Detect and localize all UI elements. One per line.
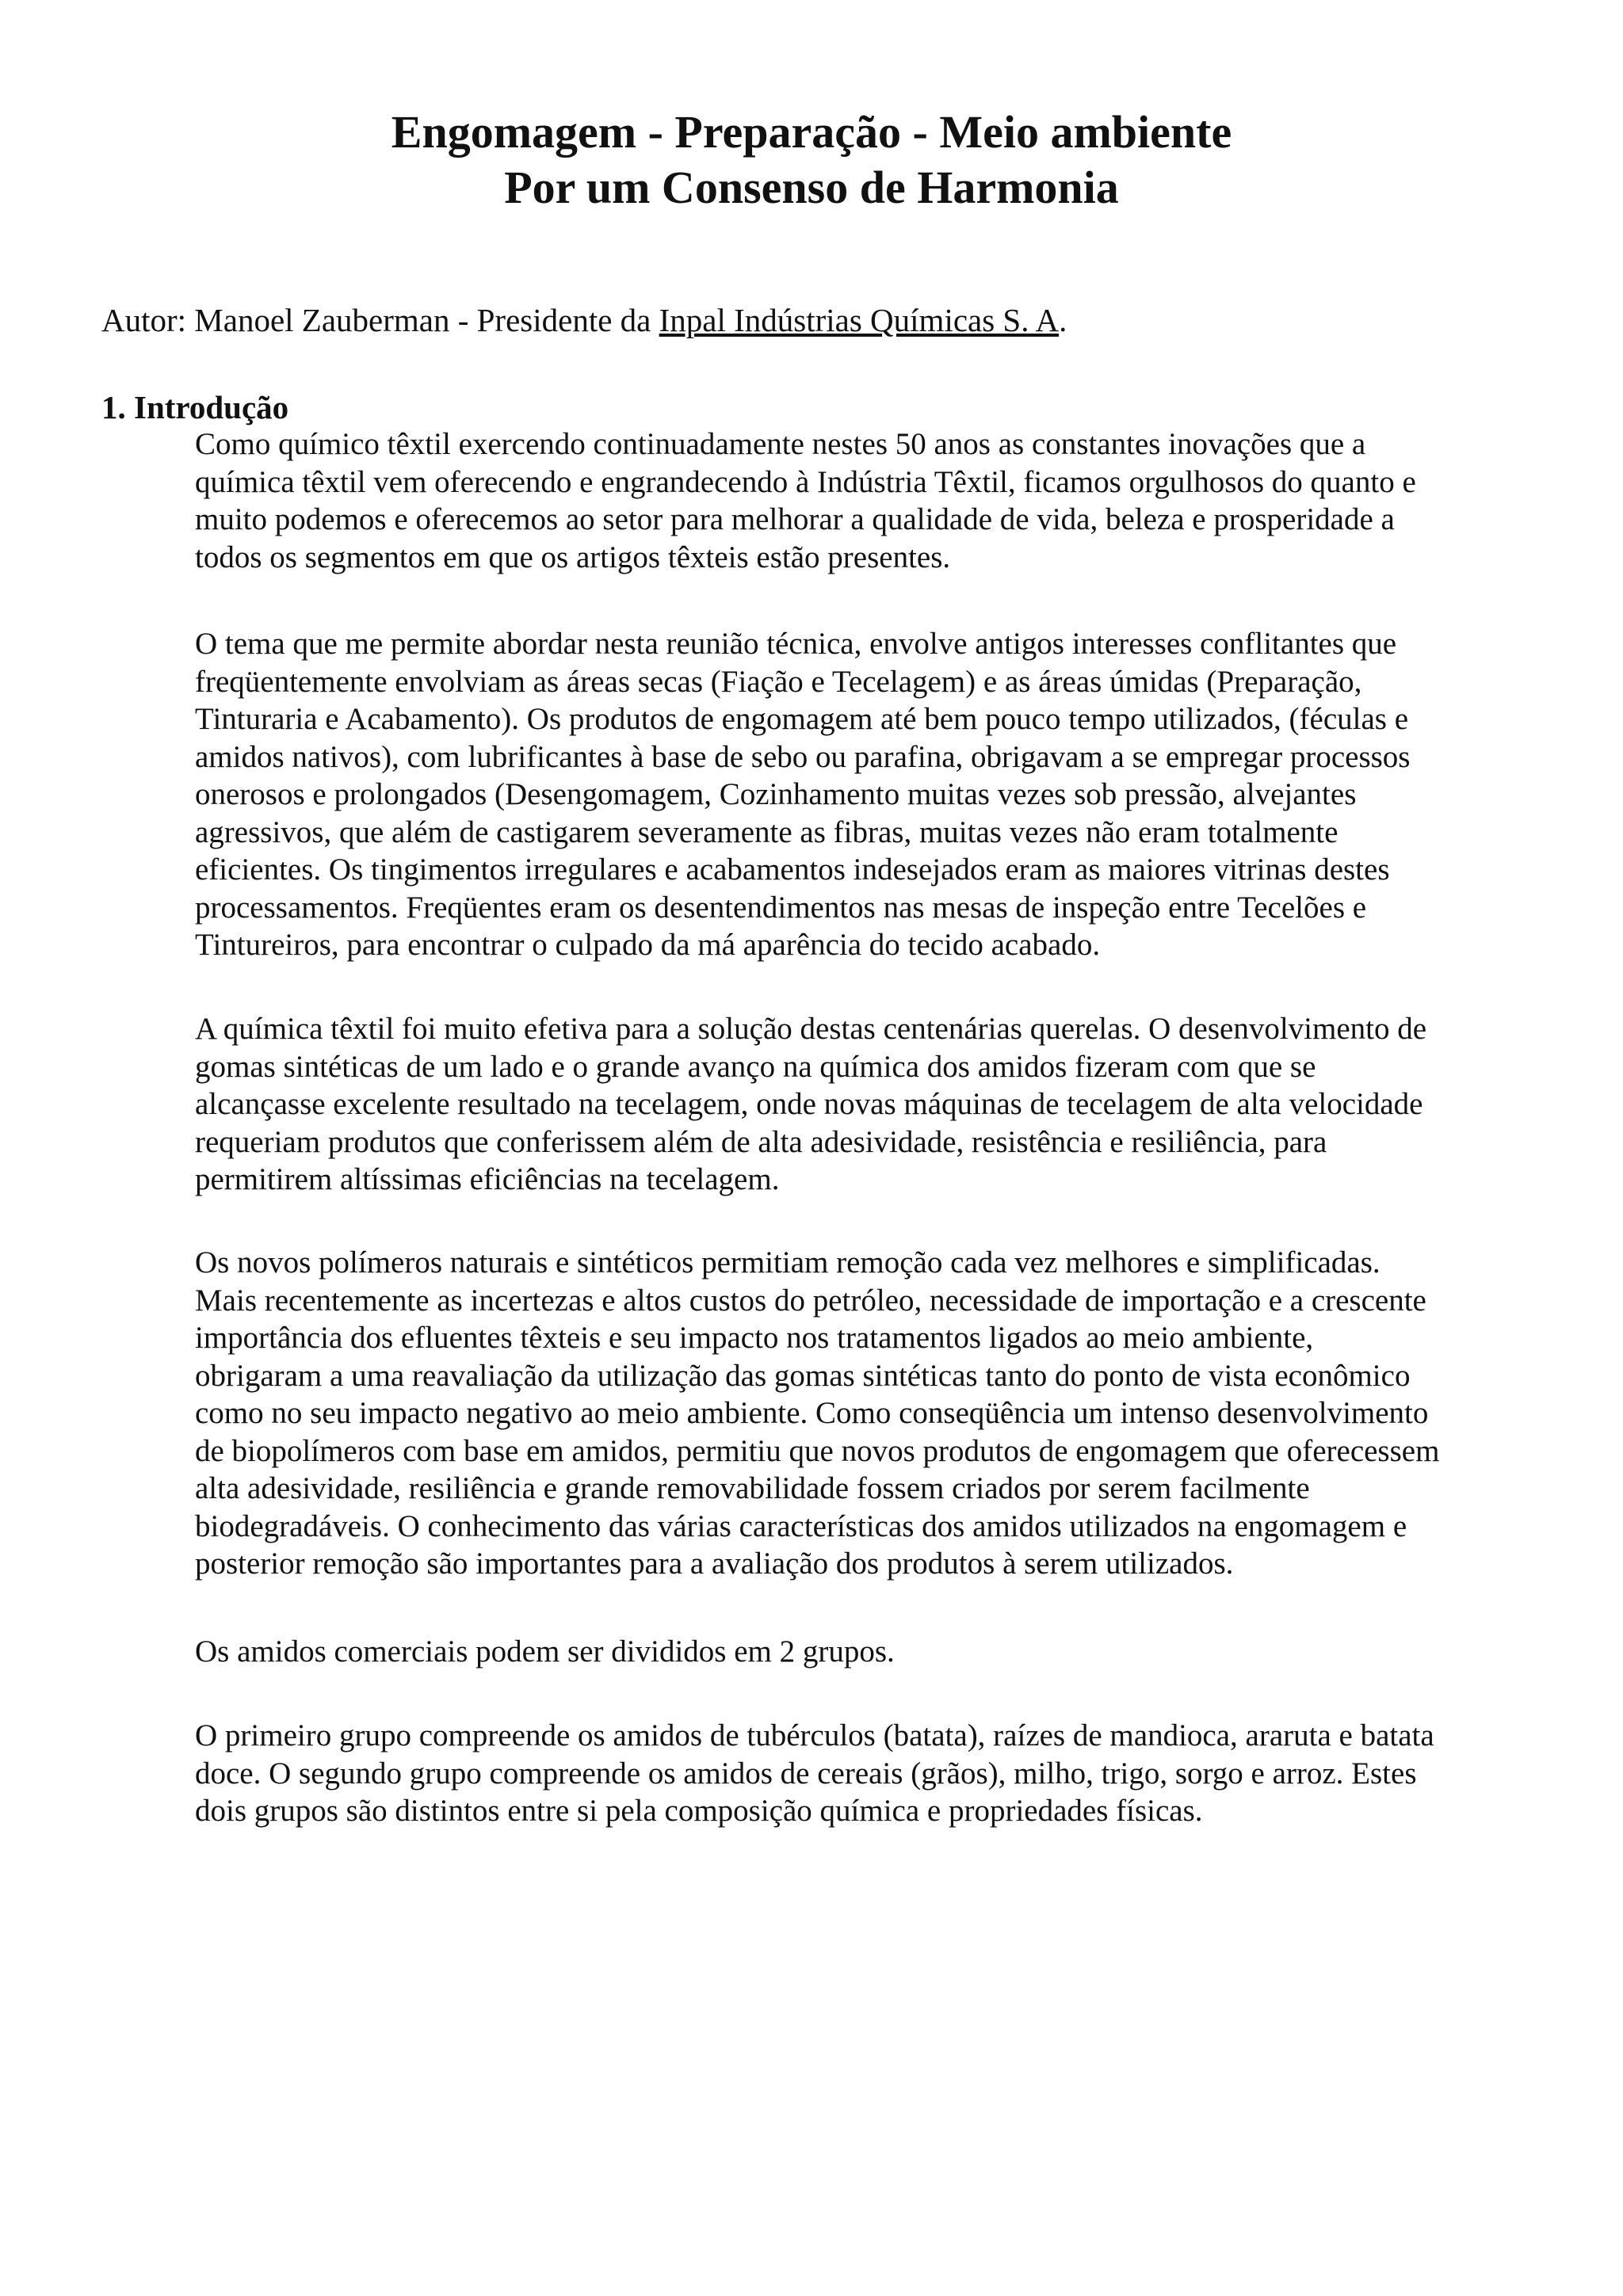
paragraph-line: Tintureiros, para encontrar o culpado da má aparência do tecido acabado.: [195, 928, 1101, 962]
paragraph-line: todos os segmentos em que os artigos têxteis estão presentes.: [195, 540, 951, 574]
paragraph-line: biodegradáveis. O conhecimento das várias características dos amidos utilizados na engomagem e: [195, 1508, 1407, 1543]
paragraph-5: [195, 1633, 1542, 1671]
paragraph-line: posterior remoção são importantes para a avaliação dos produtos à serem utilizados.: [195, 1547, 1234, 1581]
paragraph-line: dois grupos são distintos entre si pela composição química e propriedades físicas.: [195, 1794, 1203, 1828]
document-subtitle: Por um Consenso de Harmonia: [504, 162, 1119, 213]
paragraph-line: muito podemos e oferecemos ao setor para melhorar a qualidade de vida, beleza e prosperidade a: [195, 502, 1395, 536]
paragraph-3: [195, 1010, 1542, 1199]
paragraph-line: processamentos. Freqüentes eram os desentendimentos nas mesas de inspeção entre Tecelões e: [195, 890, 1367, 925]
paragraph-line: alcançasse excelente resultado na tecelagem, onde novas máquinas de tecelagem de alta velocidade: [195, 1087, 1423, 1121]
paragraph-line: Tinturaria e Acabamento). Os produtos de engomagem até bem pouco tempo utilizados, (féculas e: [195, 702, 1409, 736]
paragraph-line: alta adesividade, resiliência e grande removabilidade fossem criados por serem facilmente: [195, 1471, 1310, 1505]
paragraph-line: Mais recentemente as incertezas e altos custos do petróleo, necessidade de importação e a crescente: [195, 1283, 1426, 1318]
company-link[interactable]: Inpal Indústrias Químicas S. A: [659, 302, 1060, 338]
paragraph-4: [195, 1244, 1542, 1583]
document-title-line-1: Engomagem - Preparação - Meio ambiente: [391, 106, 1232, 158]
paragraph-line: doce. O segundo grupo compreende os amidos de cereais (grãos), milho, trigo, sorgo e arroz. Estes: [195, 1756, 1417, 1791]
paragraph-line: requeriam produtos que conferissem além de alta adesividade, resistência e resiliência, para: [195, 1124, 1327, 1159]
paragraph-line: química têxtil vem oferecendo e engrandecendo à Indústria Têxtil, ficamos orgulhosos do quanto e: [195, 464, 1416, 499]
paragraph-line: eficientes. Os tingimentos irregulares e acabamentos indesejados eram as maiores vitrinas destes: [195, 852, 1390, 887]
paragraph-1: [195, 425, 1542, 576]
paragraph-line: amidos nativos), com lubrificantes à base de sebo ou parafina, obrigavam a se empregar processos: [195, 739, 1411, 774]
author-line: [101, 299, 1067, 341]
paragraph-line: freqüentemente envolviam as áreas secas (Fiação e Tecelagem) e as áreas úmidas (Preparação,: [195, 664, 1362, 699]
paragraph-line: importância dos efluentes têxteis e seu impacto nos tratamentos ligados ao meio ambiente,: [195, 1321, 1314, 1355]
paragraph-6: [195, 1717, 1542, 1830]
paragraph-line: onerosos e prolongados (Desengomagem, Cozinhamento muitas vezes sob pressão, alvejantes: [195, 777, 1357, 811]
paragraph-line: Como químico têxtil exercendo continuadamente nestes 50 anos as constantes inovações que a: [195, 427, 1366, 461]
paragraph-2: [195, 625, 1542, 964]
paragraph-line: O tema que me permite abordar nesta reunião técnica, envolve antigos interesses conflitantes que: [195, 627, 1397, 661]
paragraph-line: obrigaram a uma reavaliação da utilização das gomas sintéticas tanto do ponto de vista econômico: [195, 1358, 1411, 1393]
paragraph-line: gomas sintéticas de um lado e o grande avanço na química dos amidos fizeram com que se: [195, 1049, 1316, 1084]
paragraph-line: O primeiro grupo compreende os amidos de tubérculos (batata), raízes de mandioca, araruta e batata: [195, 1718, 1434, 1753]
paragraph-line: de biopolímeros com base em amidos, permitiu que novos produtos de engomagem que oferecessem: [195, 1433, 1440, 1468]
paragraph-line: como no seu impacto negativo ao meio ambiente. Como conseqüência um intenso desenvolvimento: [195, 1396, 1429, 1430]
paragraph-line: A química têxtil foi muito efetiva para a solução destas centenárias querelas. O desenvolvimento de: [195, 1012, 1427, 1046]
section-heading-introducao: 1. Introdução: [101, 389, 289, 425]
paragraph-line: permitirem altíssimas eficiências na tecelagem.: [195, 1162, 780, 1196]
paragraph-line: Os novos polímeros naturais e sintéticos permitiam remoção cada vez melhores e simplificadas.: [195, 1245, 1381, 1280]
paragraph-line: agressivos, que além de castigarem severamente as fibras, muitas vezes não eram totalmente: [195, 814, 1338, 849]
author-prefix: Autor: Manoel Zauberman - Presidente da: [101, 302, 659, 338]
paragraph-line: Os amidos comerciais podem ser divididos em 2 grupos.: [195, 1634, 895, 1669]
author-suffix: .: [1059, 302, 1067, 338]
